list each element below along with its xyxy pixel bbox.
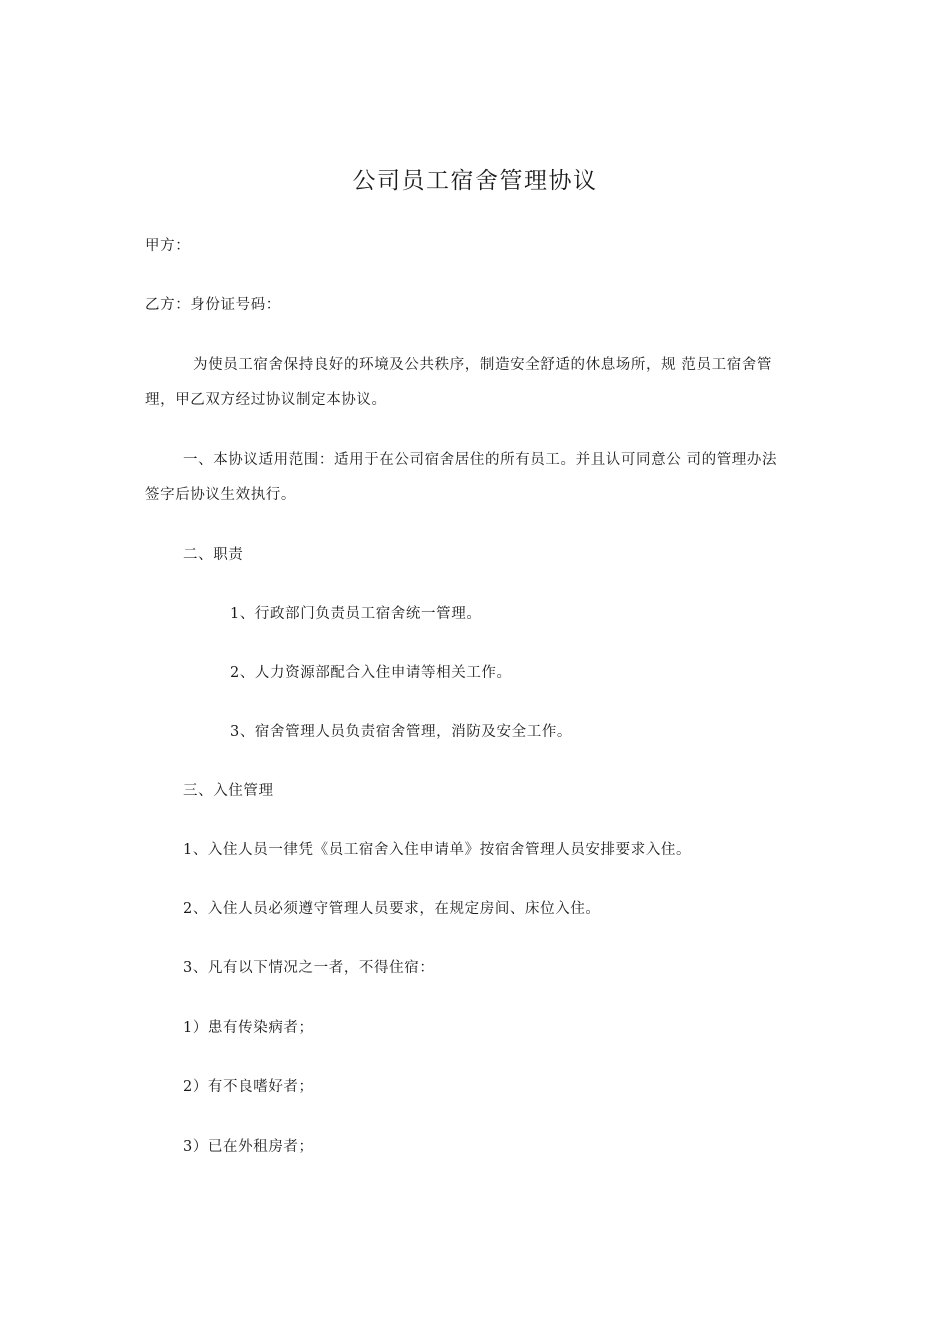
section3-item-1: 1、入住人员一律凭《员工宿舍入住申请单》按宿舍管理人员安排要求入住。 [183,842,692,858]
intro-line-1: 为使员工宿舍保持良好的环境及公共秩序，制造安全舒适的休息场所，规 范员工宿舍管 [193,357,773,373]
section2-item-3: 3、宿舍管理人员负责宿舍管理，消防及安全工作。 [230,724,573,740]
section2-item-2: 2、人力资源部配合入住申请等相关工作。 [230,665,512,681]
document-title: 公司员工宿舍管理协议 [352,168,598,194]
section2-heading: 二、职责 [183,547,244,563]
section3-item-3: 3、凡有以下情况之一者，不得住宿： [183,960,435,976]
section1-line-2: 签字后协议生效执行。 [145,487,296,503]
party-a-label: 甲方： [145,238,191,254]
section3-subitem-1: 1）患有传染病者； [183,1020,314,1036]
section3-subitem-2: 2）有不良嗜好者； [183,1079,314,1095]
section3-subitem-3: 3）已在外租房者； [183,1139,314,1155]
section3-heading: 三、入住管理 [183,783,274,799]
section3-item-2: 2、入住人员必须遵守管理人员要求，在规定房间、床位入住。 [183,901,601,917]
section1-line-1: 一、本协议适用范围：适用于在公司宿舍居住的所有员工。并且认可同意公 司的管理办法 [183,452,778,468]
intro-line-2: 理，甲乙双方经过协议制定本协议。 [145,392,387,408]
party-b-label: 乙方：身份证号码： [145,297,281,313]
section2-item-1: 1、行政部门负责员工宿舍统一管理。 [230,606,482,622]
